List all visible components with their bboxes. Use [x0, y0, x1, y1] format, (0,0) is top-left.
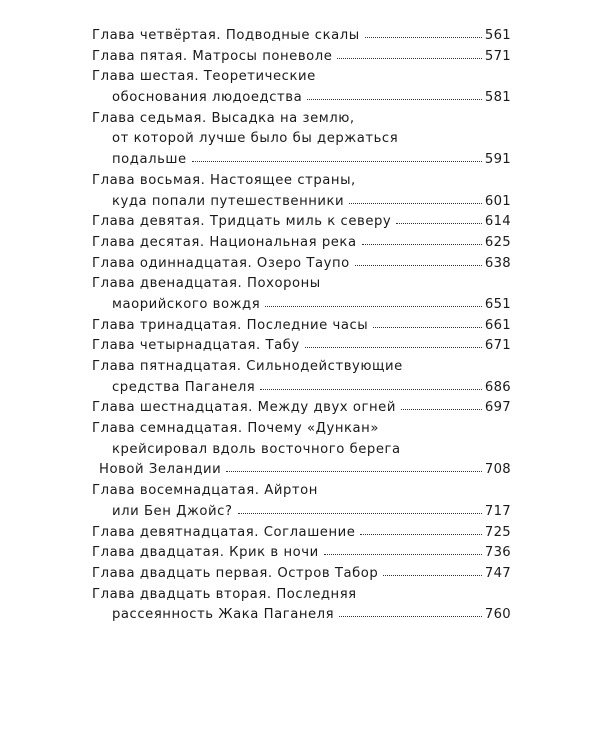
- chapter-title: Глава четырнадцатая. Табу: [92, 338, 300, 354]
- toc-line-continued: [92, 129, 511, 150]
- toc-line-continued: [92, 605, 511, 626]
- page-number: 561: [484, 28, 511, 43]
- dot-leader: [226, 470, 482, 472]
- chapter-title-continued: подальше: [112, 152, 187, 168]
- chapter-title: Глава двадцать вторая. Последняя: [92, 586, 357, 602]
- toc-entry: [92, 543, 511, 564]
- page-number: 708: [484, 462, 511, 478]
- chapter-title: Глава шестнадцатая. Между двух огней: [92, 400, 396, 416]
- toc-entry: [92, 316, 511, 337]
- toc-line: [92, 523, 511, 544]
- dot-leader: [339, 615, 482, 617]
- chapter-title: Глава девятнадцатая. Соглашение: [92, 524, 356, 540]
- dot-leader: [360, 533, 481, 535]
- page-number: 625: [484, 234, 511, 250]
- toc-line: [92, 419, 511, 440]
- chapter-title: Глава одиннадцатая. Озеро Таупо: [92, 255, 350, 271]
- toc-line-continued: [92, 192, 511, 213]
- page-number: 601: [484, 193, 511, 209]
- toc-line: [92, 336, 511, 357]
- chapter-title-continued: средства Паганеля: [112, 379, 256, 395]
- toc-entry: [92, 274, 511, 315]
- toc-line: [92, 171, 511, 192]
- toc-entry: [92, 481, 511, 522]
- toc-line: [92, 543, 511, 564]
- dot-leader: [355, 264, 482, 266]
- chapter-title-continued: крейсировал вдоль восточного берега: [112, 441, 401, 457]
- toc-line: [92, 254, 511, 275]
- toc-line-continued: [92, 88, 511, 109]
- page-number: 697: [484, 400, 511, 416]
- page-number: 591: [484, 152, 511, 168]
- toc-entry: [92, 67, 511, 108]
- toc-line-continued: [92, 440, 511, 461]
- toc-line: [92, 109, 511, 130]
- chapter-title: Глава двадцатая. Крик в ночи: [92, 545, 319, 561]
- chapter-title-continued: маорийского вождя: [112, 296, 261, 312]
- toc-entry: [92, 523, 511, 544]
- page-number: 747: [484, 565, 511, 581]
- page-number: 571: [484, 48, 511, 64]
- toc-entry: [92, 398, 511, 419]
- chapter-title: Глава девятая. Тридцать миль к северу: [92, 214, 392, 230]
- chapter-title-continued: куда попали путешественники: [112, 193, 345, 209]
- chapter-title: Глава семнадцатая. Почему «Дункан»: [92, 421, 379, 437]
- dot-leader: [260, 388, 482, 390]
- chapter-title: Глава пятнадцатая. Сильнодействующие: [92, 359, 403, 374]
- chapter-title: Глава четвёртая. Подводные скалы: [92, 28, 360, 43]
- toc-line-continued: [92, 150, 511, 171]
- chapter-title-continued: обоснования людоедства: [112, 90, 303, 106]
- dot-leader: [349, 202, 482, 204]
- dot-leader: [307, 98, 482, 100]
- toc-line-continued: [92, 502, 511, 523]
- dot-leader: [305, 346, 482, 348]
- toc-line-continued: [92, 378, 511, 399]
- dot-leader: [396, 222, 482, 224]
- dot-leader: [238, 512, 482, 514]
- chapter-title-continued: или Бен Джойс?: [112, 503, 233, 519]
- toc-entry: [92, 336, 511, 357]
- toc-line: [92, 233, 511, 254]
- chapter-title-continued: Новой Зеландии: [99, 462, 222, 478]
- dot-leader: [324, 553, 482, 555]
- page-number: 638: [484, 255, 511, 271]
- page-number: 671: [484, 338, 511, 354]
- toc-entry: [92, 26, 511, 47]
- toc-entry: [92, 419, 511, 481]
- chapter-title-continued: от которой лучше было бы держаться: [112, 131, 399, 147]
- toc-line: [92, 564, 511, 585]
- toc-entry: [92, 233, 511, 254]
- page-number: 736: [484, 545, 511, 561]
- toc-line: [92, 398, 511, 419]
- toc-line-continued: [92, 460, 511, 481]
- chapter-title: Глава восемнадцатая. Айртон: [92, 483, 318, 499]
- toc-entry: [92, 254, 511, 275]
- toc-entry: [92, 564, 511, 585]
- chapter-title: Глава двадцать первая. Остров Табор: [92, 565, 379, 581]
- toc-line: [92, 47, 511, 68]
- dot-leader: [265, 305, 482, 307]
- page-number: 717: [484, 503, 511, 519]
- chapter-title-continued: рассеянность Жака Паганеля: [112, 607, 335, 623]
- toc-entry: [92, 357, 511, 398]
- page-number: 614: [484, 214, 511, 230]
- dot-leader: [383, 574, 482, 576]
- toc-line-continued: [92, 295, 511, 316]
- toc-line: [92, 212, 511, 233]
- table-of-contents: [92, 26, 511, 626]
- page-number: 725: [484, 524, 511, 540]
- page-number: 581: [484, 90, 511, 106]
- toc-entry: [92, 171, 511, 212]
- chapter-title: Глава шестая. Теоретические: [92, 69, 316, 85]
- toc-line: [92, 481, 511, 502]
- chapter-title: Глава двенадцатая. Похороны: [92, 276, 321, 292]
- toc-line: [92, 585, 511, 606]
- chapter-title: Глава восьмая. Настоящее страны,: [92, 172, 356, 188]
- chapter-title: Глава тринадцатая. Последние часы: [92, 317, 369, 333]
- dot-leader: [401, 408, 482, 410]
- chapter-title: Глава пятая. Матросы поневоле: [92, 48, 333, 64]
- toc-line: [92, 26, 511, 47]
- toc-line: [92, 316, 511, 337]
- dot-leader: [365, 36, 482, 38]
- dot-leader: [373, 326, 482, 328]
- toc-entry: [92, 585, 511, 626]
- chapter-title: Глава седьмая. Высадка на землю,: [92, 110, 355, 126]
- dot-leader: [362, 243, 482, 245]
- toc-line: [92, 274, 511, 295]
- page-number: 651: [484, 296, 511, 312]
- toc-line: [92, 357, 511, 378]
- dot-leader: [192, 160, 482, 162]
- page-number: 760: [484, 607, 511, 623]
- toc-line: [92, 67, 511, 88]
- toc-entry: [92, 212, 511, 233]
- dot-leader: [337, 57, 481, 59]
- toc-entry: [92, 47, 511, 68]
- page-number: 661: [484, 317, 511, 333]
- page-number: 686: [484, 379, 511, 395]
- toc-entry: [92, 109, 511, 171]
- chapter-title: Глава десятая. Национальная река: [92, 234, 357, 250]
